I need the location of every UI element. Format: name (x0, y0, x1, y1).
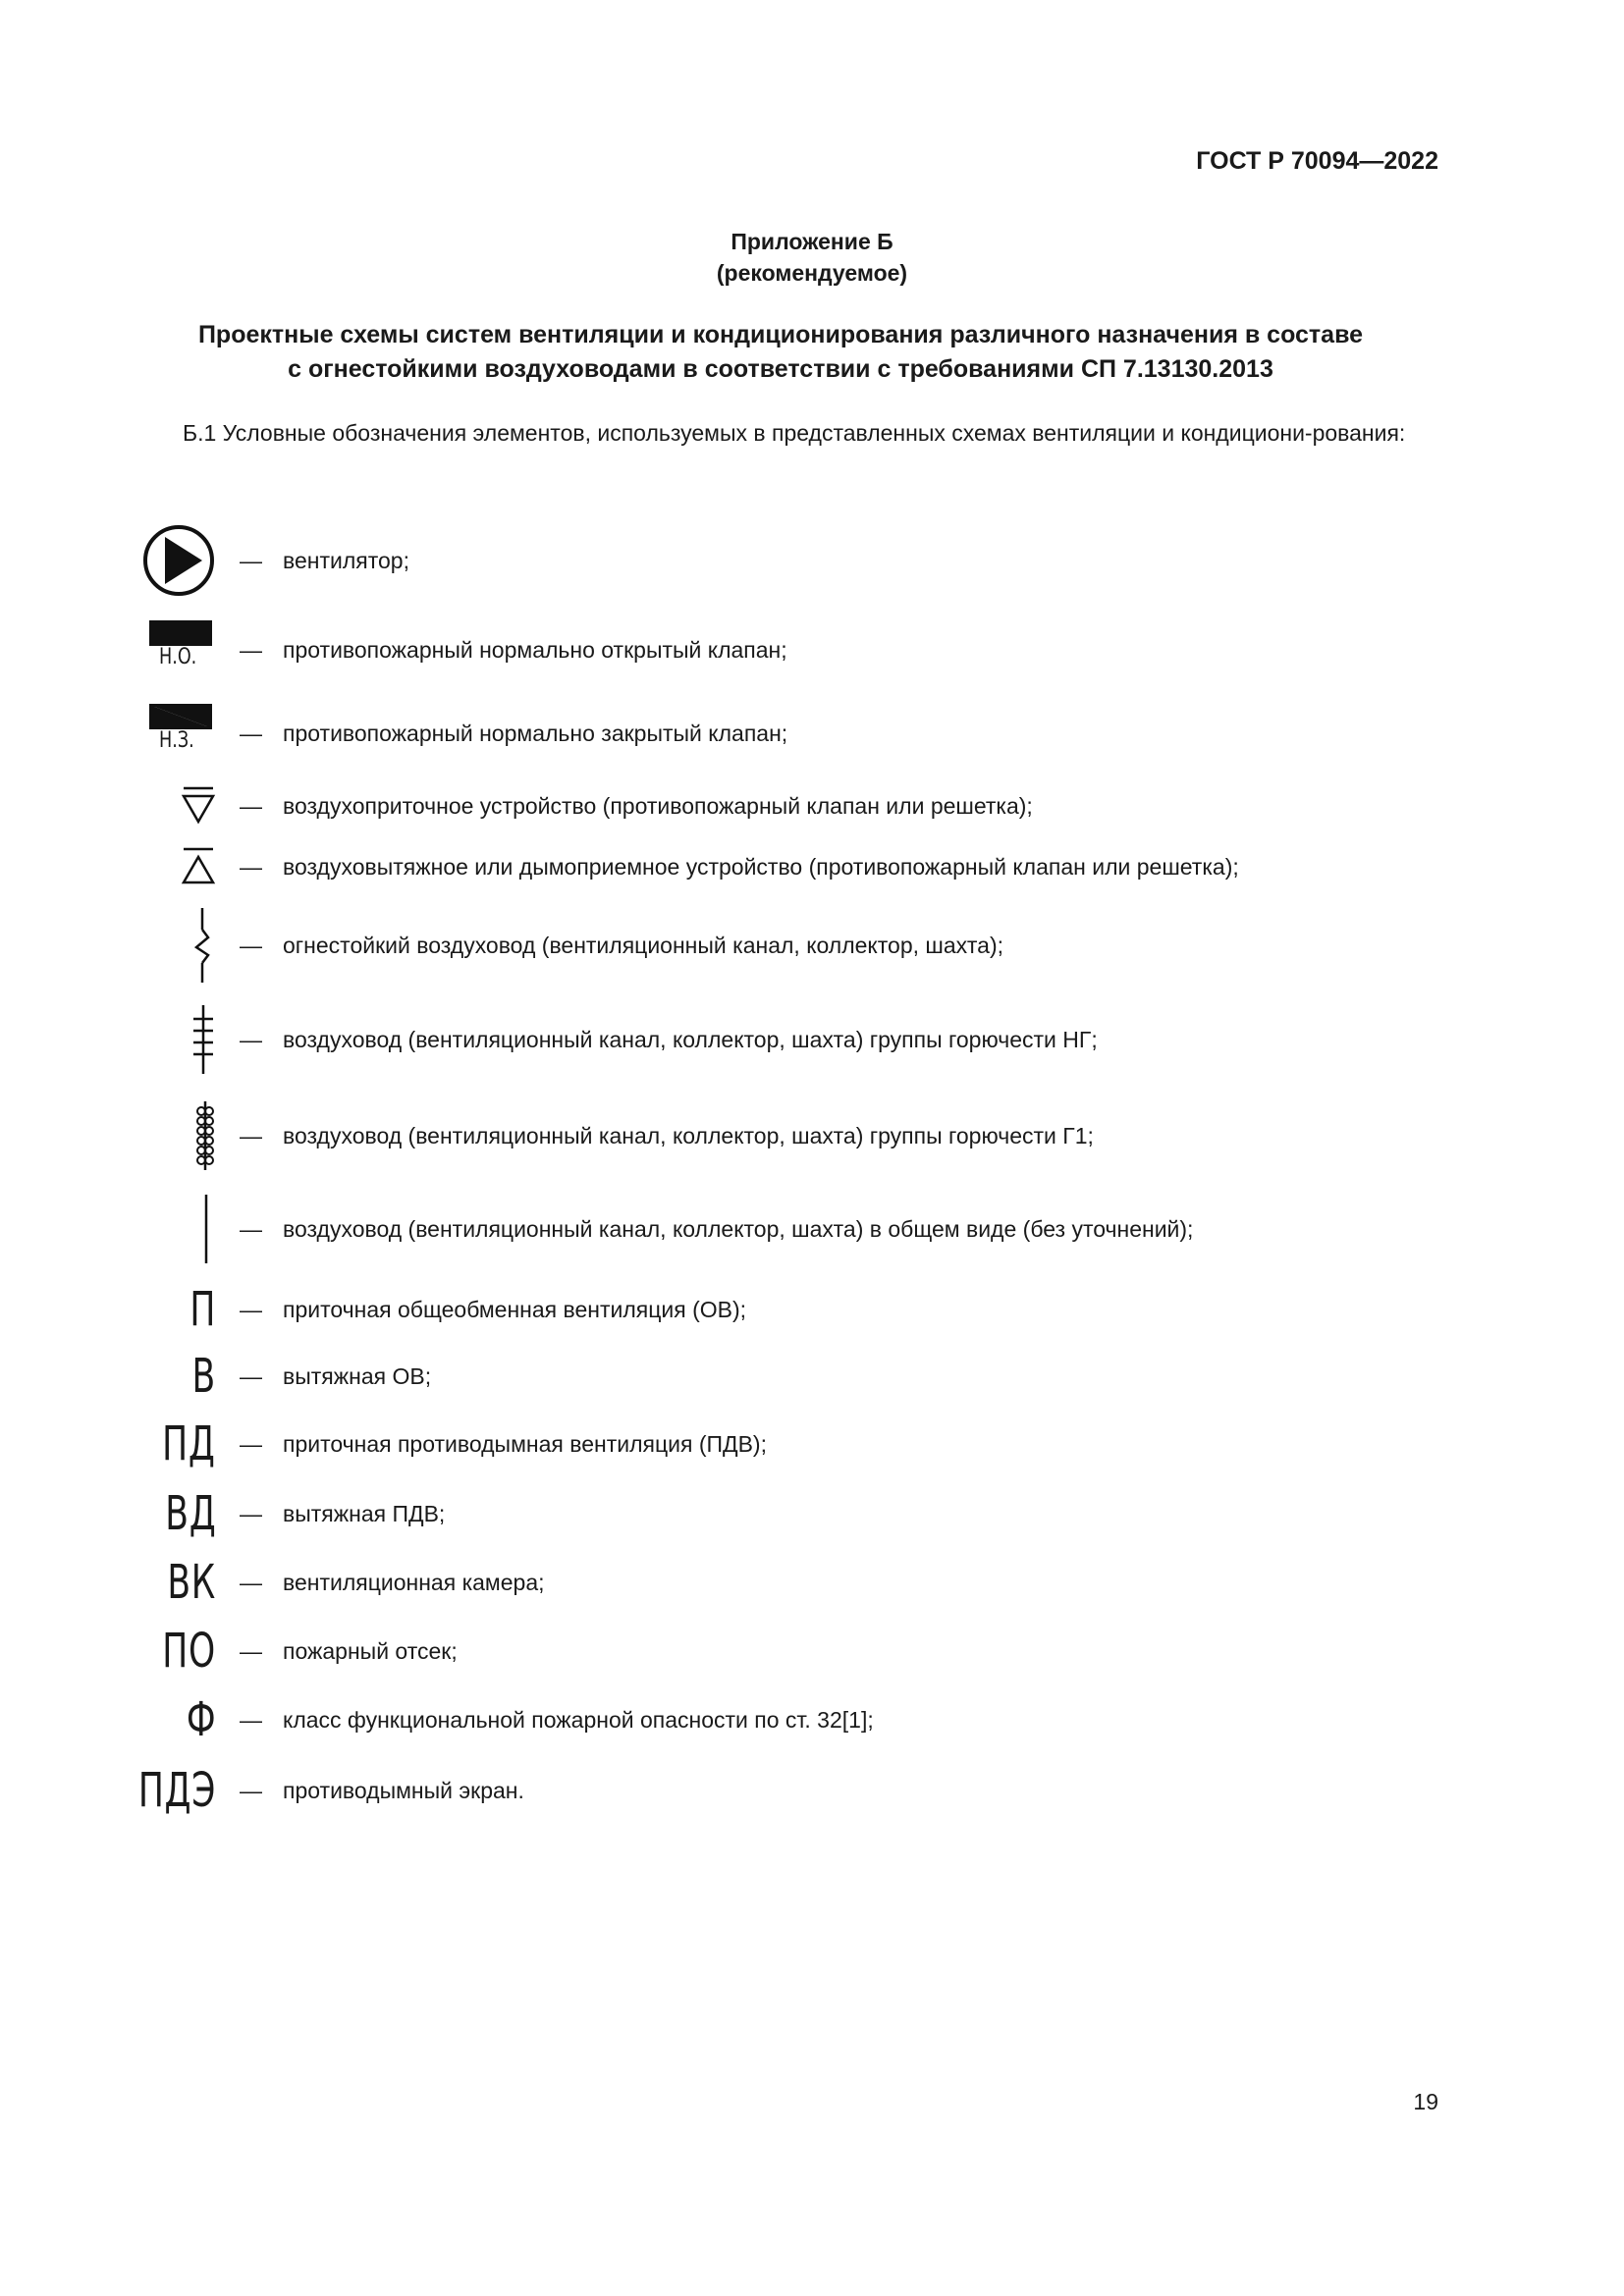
legend-row-duct-g1 (0, 1106, 1624, 1165)
legend-description: приточная общеобменная вентиляция (ОВ); (283, 1297, 747, 1322)
fire-resistant-duct-icon (118, 916, 216, 975)
legend-row-supply-general (0, 1280, 1624, 1339)
abbr-text: В (191, 1349, 216, 1404)
legend-dash: — (240, 793, 262, 819)
abbr-text: ПД (162, 1416, 216, 1471)
abbr-text: ВД (164, 1486, 216, 1541)
legend-description: вентилятор; (283, 548, 409, 573)
damper-label: Н.З. (159, 728, 194, 753)
duct-ng-icon (118, 1010, 216, 1069)
appendix-status: (рекомендуемое) (716, 260, 908, 286)
legend-description: воздуховытяжное или дымоприемное устройство (противопожарный клапан или решетка); (283, 854, 1239, 880)
legend-row-fire-compartment (0, 1622, 1624, 1681)
legend-description: воздуховод (вентиляционный канал, коллектор, шахта) в общем виде (без уточнений); (283, 1216, 1194, 1242)
legend-row-fire-hazard-class (0, 1690, 1624, 1749)
legend-dash: — (240, 1027, 262, 1052)
legend-dash: — (240, 1297, 262, 1322)
section-title-line-1: Проектные схемы систем вентиляции и кондиционирования различного назначения в составе (197, 321, 1364, 348)
legend-description: вытяжная ПДВ; (283, 1501, 446, 1526)
legend-description: огнестойкий воздуховод (вентиляционный канал, коллектор, шахта); (283, 933, 1003, 958)
duct-g1-icon (118, 1106, 216, 1165)
intro-paragraph: Б.1 Условные обозначения элементов, используемых в представленных схемах вентиляции и кондициони-рования: (183, 420, 1406, 446)
legend-dash: — (240, 933, 262, 958)
damper-label: Н.О. (159, 645, 197, 669)
legend-description: воздухоприточное устройство (противопожарный клапан или решетка); (283, 793, 1033, 819)
abbr-text: ПДЭ (137, 1763, 216, 1818)
legend-description: пожарный отсек; (283, 1638, 458, 1664)
standard-code: ГОСТ Р 70094—2022 (1196, 147, 1438, 175)
legend-dash: — (240, 548, 262, 573)
legend-dash: — (240, 1638, 262, 1664)
appendix-label: Приложение Б (731, 229, 893, 254)
legend-description: противодымный экран. (283, 1778, 524, 1803)
legend-dash: — (240, 1431, 262, 1457)
legend-row-exhaust-general (0, 1347, 1624, 1406)
legend-row-smoke-supply (0, 1415, 1624, 1473)
legend-description: противопожарный нормально открытый клапан; (283, 637, 787, 663)
abbr-symbol (118, 1553, 216, 1612)
abbr-symbol (118, 1622, 216, 1681)
fire-damper-normally-closed-icon (149, 704, 218, 763)
legend-dash: — (240, 1216, 262, 1242)
page-number: 19 (1413, 2089, 1438, 2114)
fire-damper-normally-open-icon (149, 620, 218, 679)
legend-row-fan (0, 531, 1624, 590)
section-title (108, 318, 1453, 387)
legend-dash: — (240, 854, 262, 880)
legend-dash: — (240, 637, 262, 663)
legend-description: класс функциональной пожарной опасности по ст. 32[1]; (283, 1707, 874, 1733)
exhaust-device-icon (118, 837, 216, 896)
legend-dash: — (240, 1707, 262, 1733)
abbr-symbol (118, 1761, 216, 1820)
legend-row-fire-damper-open (0, 620, 1624, 679)
abbr-text: Ф (186, 1692, 216, 1747)
legend-row-fire-damper-closed (0, 704, 1624, 763)
legend-dash: — (240, 1363, 262, 1389)
abbr-symbol (118, 1415, 216, 1473)
legend-dash: — (240, 721, 262, 746)
legend-description: воздуховод (вентиляционный канал, коллектор, шахта) группы горючести НГ; (283, 1027, 1098, 1052)
legend-description: приточная противодымная вентиляция (ПДВ); (283, 1431, 767, 1457)
legend-row-smoke-exhaust (0, 1484, 1624, 1543)
legend-description: вентиляционная камера; (283, 1570, 545, 1595)
abbr-symbol (118, 1280, 216, 1339)
legend-row-duct-general (0, 1200, 1624, 1258)
legend-row-supply-device (0, 776, 1624, 835)
abbr-text: ВК (167, 1555, 216, 1610)
legend-description: противопожарный нормально закрытый клапан; (283, 721, 788, 746)
legend-row-smoke-screen (0, 1761, 1624, 1820)
abbr-text: П (189, 1282, 216, 1337)
abbr-text: ПО (162, 1624, 216, 1679)
legend-description: вытяжная ОВ; (283, 1363, 432, 1389)
legend-row-fire-resistant-duct (0, 916, 1624, 975)
abbr-symbol (118, 1347, 216, 1406)
legend-row-duct-ng (0, 1010, 1624, 1069)
supply-device-icon (118, 776, 216, 835)
legend-description: воздуховод (вентиляционный канал, коллектор, шахта) группы горючести Г1; (283, 1123, 1094, 1148)
legend-dash: — (240, 1570, 262, 1595)
legend-dash: — (240, 1123, 262, 1148)
legend-dash: — (240, 1778, 262, 1803)
appendix-heading (0, 226, 1624, 289)
abbr-symbol (118, 1484, 216, 1543)
legend-row-exhaust-device (0, 837, 1624, 896)
duct-general-icon (118, 1200, 216, 1258)
legend-row-vent-chamber (0, 1553, 1624, 1612)
section-title-line-2: с огнестойкими воздуховодами в соответствии с требованиями СП 7.13130.2013 (288, 355, 1273, 383)
legend-dash: — (240, 1501, 262, 1526)
abbr-symbol (118, 1690, 216, 1749)
fan-icon (118, 531, 216, 590)
